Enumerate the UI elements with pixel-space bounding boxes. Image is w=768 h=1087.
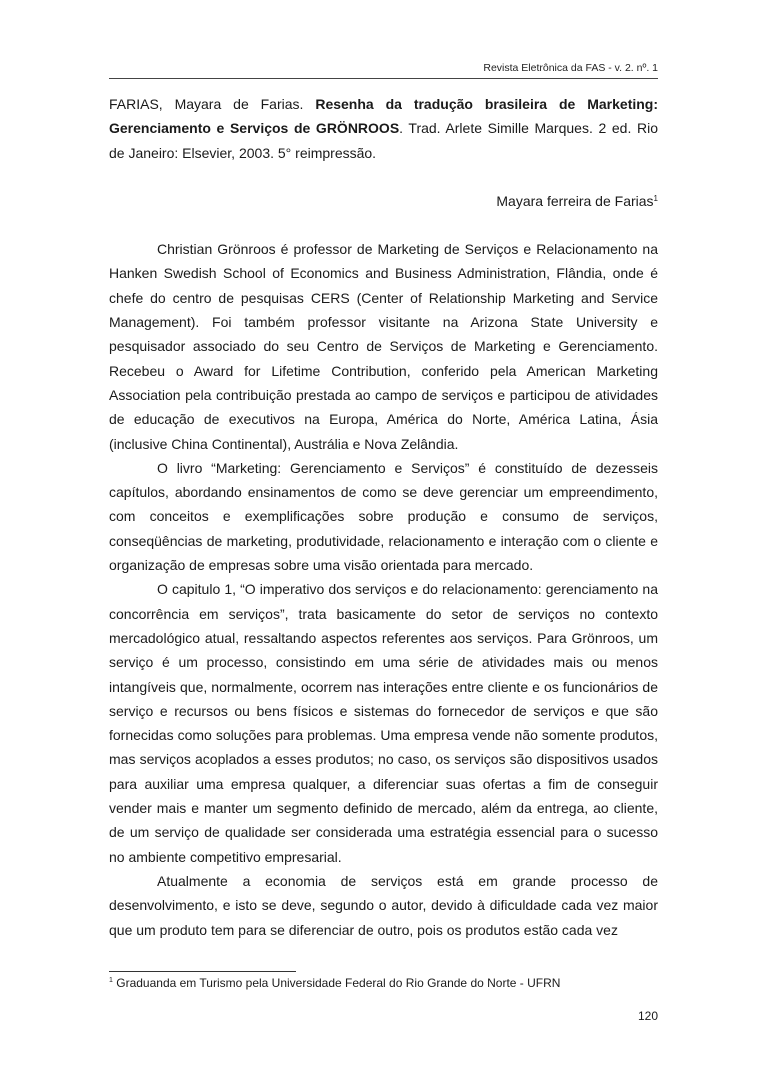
footnote [109, 976, 658, 990]
footnote-rule [109, 971, 296, 972]
citation-details: . Trad. Arlete Simille Marques. 2 ed. Rio de Janeiro: Elsevier, 2003. 5° reimpressão. [109, 120, 658, 161]
page-number: 120 [637, 1009, 658, 1023]
author-name: Mayara ferreira de Farias [496, 192, 654, 209]
paragraph: Atualmente a economia de serviços está em grande processo de desenvolvimento, e isto se deve, segundo o autor, devido à dificuldade cada vez maior que um produto tem para se diferenciar de outro, pois os produtos estão cada vez [109, 872, 658, 938]
paragraph: Christian Grönroos é professor de Marketing de Serviços e Relacionamento na Hanken Swedish School of Economics and Business Administration, Flândia, onde é chefe do centro de pesquisas CERS (Center of Relationship Marketing and Service Management). Foi também professor visitante na Arizona State University e pesquisador associado do seu Centro de Serviços de Marketing e Gerenciamento. Recebeu o Award for Lifetime Contribution, conferido pela American Marketing Association pela contribuição prestada ao campo de serviços e participou de atividades de educação de executivos na Europa, América do Norte, América Latina, Ásia (inclusive China Continental), Austrália e Nova Zelândia. [109, 241, 658, 452]
running-header: Revista Eletrônica da FAS - v. 2. nº. 1 [483, 62, 658, 74]
citation-title: Resenha da tradução brasileira de Marketing: Gerenciamento e Serviços de GRÖNROOS [109, 96, 659, 137]
author-footnote-mark: 1 [653, 193, 658, 203]
footnote-text: Graduanda em Turismo pela Universidade Federal do Rio Grande do Norte - UFRN [116, 976, 561, 990]
paragraph: O capitulo 1, “O imperativo dos serviços e do relacionamento: gerenciamento na concorrência em serviços”, trata basicamente do setor de serviços no contexto mercadológico atual, ressaltando aspectos referentes aos serviços. Para Grönroos, um serviço é um processo, consistindo em uma série de atividades mais ou menos intangíveis que, normalmente, ocorrem nas interações entre cliente e os funcionários de serviço e recursos ou bens físicos e sistemas do fornecedor de serviços e que são fornecidas como soluções para problemas. Uma empresa vende não somente produtos, mas serviços acoplados a esses produtos; no caso, os serviços são dispositivos usados para auxiliar uma empresa qualquer, a diferenciar suas ofertas a fim de conseguir vender mais e manter um segmento definido de mercado, além da entrega, ao cliente, de um serviço de qualidade ser considerada uma estratégia essencial para o sucesso no ambiente competitivo empresarial. [109, 581, 658, 865]
footnote-mark: 1 [109, 977, 113, 984]
citation-authors: FARIAS, Mayara de Farias. [109, 96, 304, 112]
author-line [109, 189, 658, 213]
header-rule [109, 78, 658, 79]
citation [109, 92, 658, 165]
paragraph: O livro “Marketing: Gerenciamento e Serviços” é constituído de dezesseis capítulos, abordando ensinamentos de como se deve gerenciar um empreendimento, com conceitos e exemplificações sobre produção e consumo de serviços, conseqüências de marketing, produtividade, relacionamento e interação com o cliente e organização de empresas sobre uma visão orientada para mercado. [109, 459, 658, 574]
article-body [109, 92, 658, 942]
